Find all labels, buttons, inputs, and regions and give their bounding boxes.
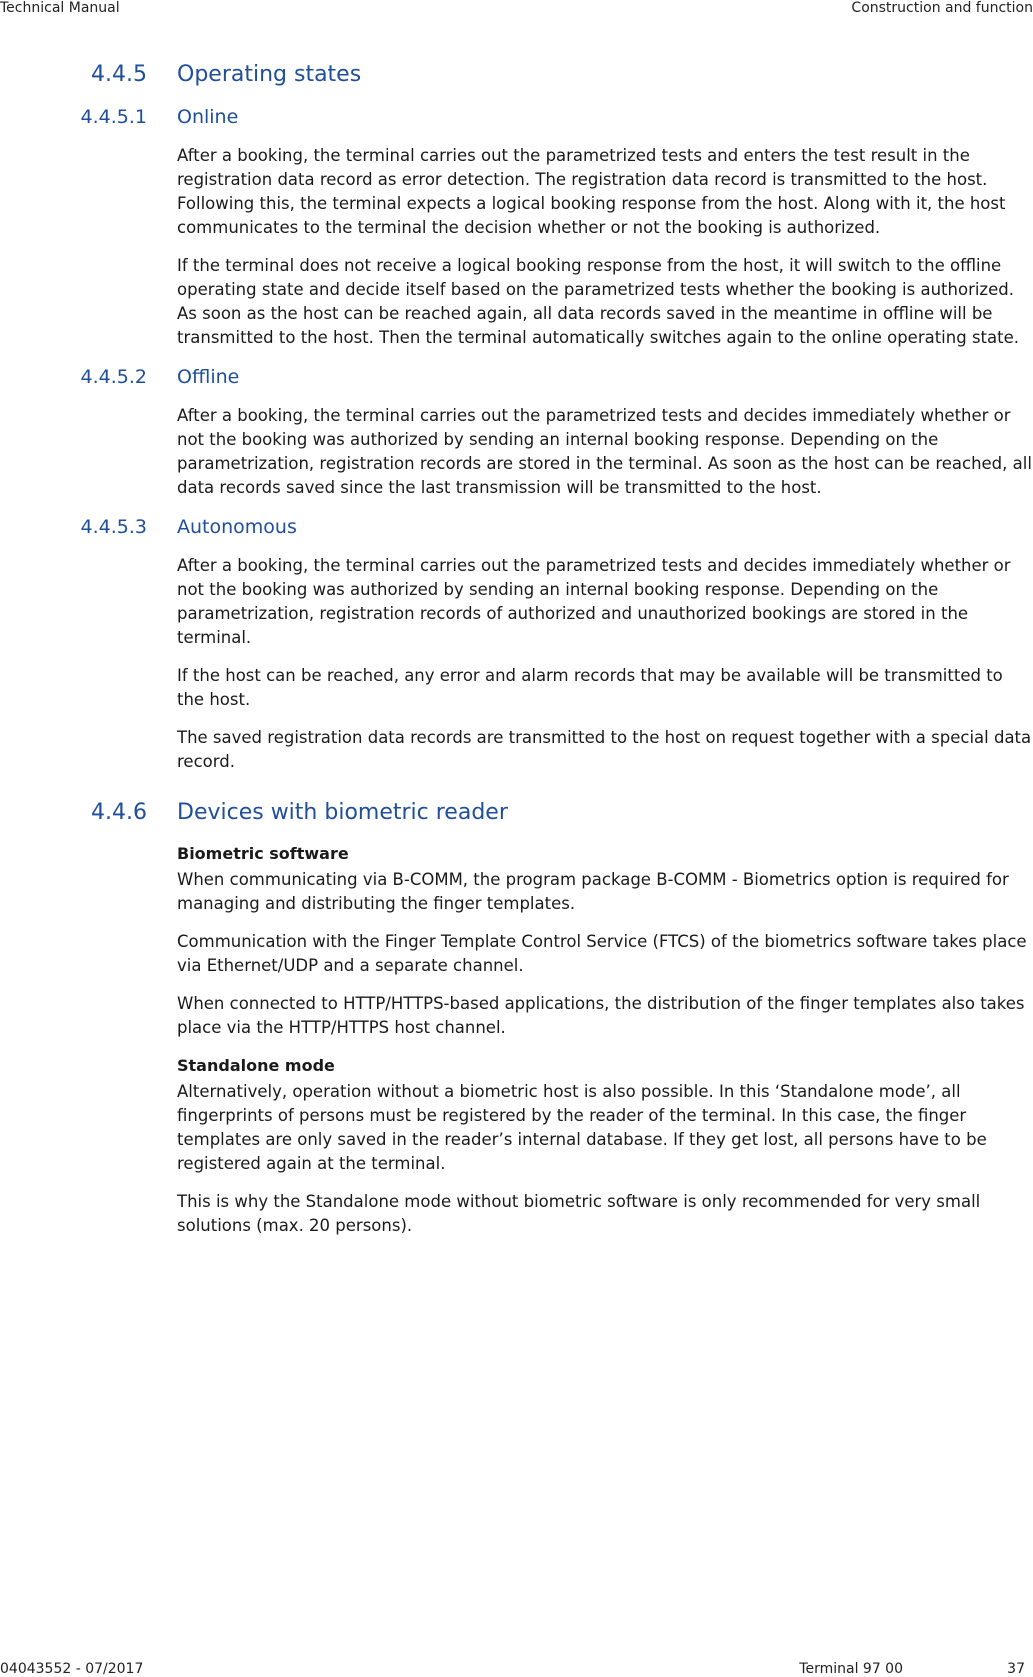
paragraph: After a booking, the terminal carries out the parametrized tests and decides immediately whether or not the booking was authorized by sending an internal booking response. Depending on the parametrization, registration records are stored in the terminal. As soon as the host can be reached, all data records saved since the last transmission will be transmitted to the host. xyxy=(177,406,1032,497)
paragraph: When connected to HTTP/HTTPS-based applications, the distribution of the finger templates also takes place via the HTTP/HTTPS host channel. xyxy=(177,994,1025,1037)
section-title: Offline xyxy=(177,366,240,388)
section-title: Devices with biometric reader xyxy=(177,800,508,825)
section-heading-4-4-5-3 xyxy=(0,514,1033,544)
paragraph: Alternatively, operation without a biometric host is also possible. In this ‘Standalone mode’, all fingerprints of persons must be registered by the reader of the terminal. In this case, the finger templates are only saved in the reader’s internal database. If they get lost, all persons have to be registered again at the terminal. xyxy=(177,1082,987,1173)
section-number: 4.4.5.1 xyxy=(80,106,147,128)
paragraph: When communicating via B-COMM, the program package B-COMM - Biometrics option is required for managing and distributing the finger templates. xyxy=(177,870,1009,913)
subheading-biometric-software: Biometric software xyxy=(177,844,349,863)
paragraph: If the host can be reached, any error and alarm records that may be available will be transmitted to the host. xyxy=(177,666,1003,709)
paragraph: After a booking, the terminal carries out the parametrized tests and enters the test result in the registration data record as error detection. The registration data record is transmitted to the host. Following this, the terminal expects a logical booking response from the host. Along with it, the host communicates to the terminal the decision whether or not the booking is authorized. xyxy=(177,146,1006,237)
paragraph: This is why the Standalone mode without biometric software is only recommended for very small solutions (max. 20 persons). xyxy=(177,1192,981,1235)
section-number: 4.4.6 xyxy=(91,800,147,825)
paragraph: Communication with the Finger Template Control Service (FTCS) of the biometrics software takes place via Ethernet/UDP and a separate channel. xyxy=(177,932,1027,975)
section-heading-4-4-5 xyxy=(0,60,1033,96)
footer-doc-number: 04043552 - 07/2017 xyxy=(0,1661,144,1677)
section-title: Operating states xyxy=(177,62,362,87)
section-title: Online xyxy=(177,106,239,128)
section-title: Autonomous xyxy=(177,516,297,538)
paragraph: If the terminal does not receive a logical booking response from the host, it will switch to the offline operating state and decide itself based on the parametrized tests whether the booking is authorized. As soon as the host can be reached again, all data records saved in the meantime in offline will be transmitted to the host. Then the terminal automatically switches again to the online operating state. xyxy=(177,256,1019,347)
paragraph: After a booking, the terminal carries out the parametrized tests and decides immediately whether or not the booking was authorized by sending an internal booking response. Depending on the parametrization, registration records of authorized and unauthorized bookings are stored in the terminal. xyxy=(177,556,1011,647)
subheading-standalone-mode: Standalone mode xyxy=(177,1056,335,1075)
section-heading-4-4-5-2 xyxy=(0,364,1033,394)
paragraph: The saved registration data records are transmitted to the host on request together with a special data record. xyxy=(177,728,1032,771)
section-number: 4.4.5 xyxy=(91,62,147,87)
page-content xyxy=(0,60,1033,1252)
section-number: 4.4.5.3 xyxy=(80,516,147,538)
footer-product: Terminal 97 00 xyxy=(799,1661,903,1677)
footer-page-number: 37 xyxy=(1007,1661,1025,1677)
section-number: 4.4.5.2 xyxy=(80,366,147,388)
section-heading-4-4-6 xyxy=(0,798,1033,834)
header-chapter-title: Construction and function xyxy=(851,0,1033,16)
header-manual-title: Technical Manual xyxy=(0,0,120,16)
section-heading-4-4-5-1 xyxy=(0,104,1033,134)
